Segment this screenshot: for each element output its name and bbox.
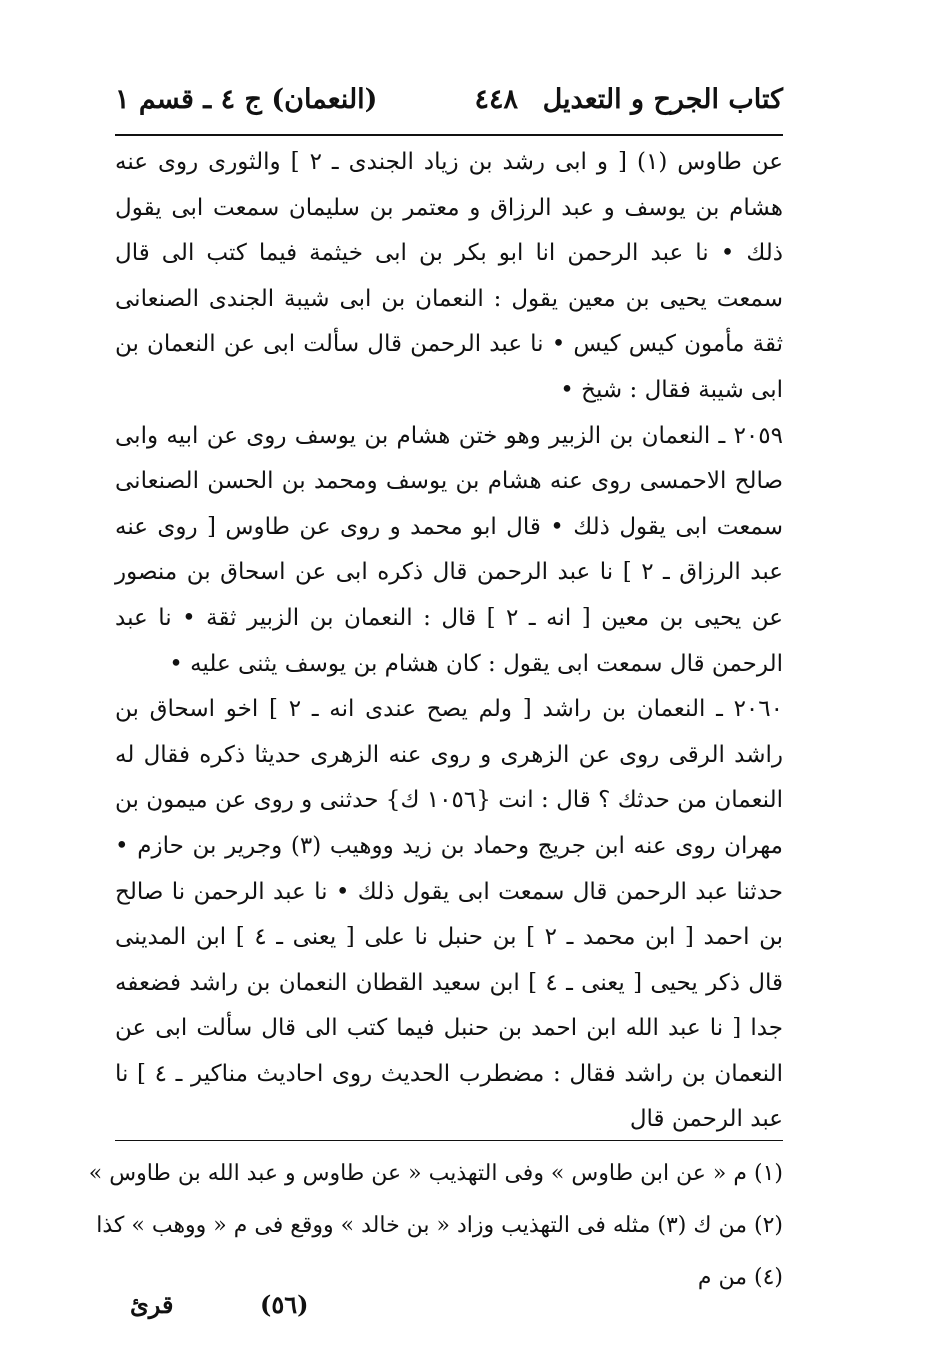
header-rule <box>115 134 783 136</box>
entry-2060: ٢٠٦٠ ـ النعمان بن راشد [ ولم يصح عندى انه ـ ٢ ] اخو اسحاق بن راشد الرقى روى عن الزهرى و روى عنه الزهرى حديثا ذكره فقال له النعمان من حدثك ؟ قال : انت {١٠٥٦ ك} حدثنى و روى عن ميمون بن مهران روى عنه ابن جريج وحماد بن زيد ووهيب (٣) وجرير بن حازم • حدثنا عبد الرحمن قال سمعت ابى يقول ذلك • نا عبد الرحمن نا صالح بن احمد [ ابن محمد ـ ٢ ] بن حنبل نا على [ يعنى ـ ٤ ] ابن المدينى قال ذكر يحيى [ يعنى ـ ٤ ] ابن سعيد القطان النعمان بن راشد فضعفه جدا [ نا عبد الله ابن احمد بن حنبل فيما كتب الى قال سألت ابى عن النعمان بن راشد فقال : مضطرب الحديث روى احاديث مناكير ـ ٤ ] نا عبد الرحمن قال <box>115 696 784 1133</box>
footnote-4: (٤) من م <box>697 1265 783 1290</box>
signature-number: (٥٦) <box>260 1290 309 1319</box>
footnotes <box>88 1148 783 1304</box>
footnote-1: (١) م « عن ابن طاوس » وفى التهذيب « عن طاوس و عبد الله بن طاوس » <box>88 1161 783 1186</box>
footnote-2-3: (٢) من ك (٣) مثله فى التهذيب وزاد « بن خالد » ووقع فى م « ووهب » كذا <box>96 1213 783 1238</box>
section-label: (النعمان) ج ٤ ـ قسم ١ <box>115 84 378 115</box>
entry-2059: ٢٠٥٩ ـ النعمان بن الزبير وهو ختن هشام بن يوسف روى عن ابيه وابى صالح الاحمسى روى عنه هشام بن يوسف ومحمد بن الحسن الصنعانى سمعت ابى يقول ذلك • قال ابو محمد و روى عن طاوس [ روى عنه عبد الرزاق ـ ٢ ] نا عبد الرحمن قال ذكره ابى عن اسحاق بن منصور عن يحيى بن معين [ انه ـ ٢ ] قال : النعمان بن الزبير ثقة • نا عبد الرحمن قال سمعت ابى يقول : كان هشام بن يوسف يثنى عليه • <box>115 422 783 677</box>
page-number: ٤٤٨ <box>474 84 518 115</box>
main-text <box>115 140 783 1143</box>
book-title: كتاب الجرح و التعديل <box>542 84 783 115</box>
paragraph-continuation: عن طاوس (١) [ و ابى رشد بن زياد الجندى ـ ٢ ] والثورى روى عنه هشام بن يوسف و عبد الرزاق و معتمر بن سليمان سمعت ابى يقول ذلك • نا عبد الرحمن انا ابو بكر بن ابى خيثمة فيما كتب الى قال سمعت يحيى بن معين يقول : النعمان بن ابى شيبة الجندى الصنعانى ثقة مأمون كيس كيس • نا عبد الرحمن قال سألت ابى عن النعمان بن ابى شيبة فقال : شيخ • <box>115 149 784 403</box>
footnote-rule <box>115 1140 783 1141</box>
page-footer <box>130 1290 350 1330</box>
signature-name: قرئ <box>130 1290 174 1319</box>
running-header <box>115 78 783 132</box>
